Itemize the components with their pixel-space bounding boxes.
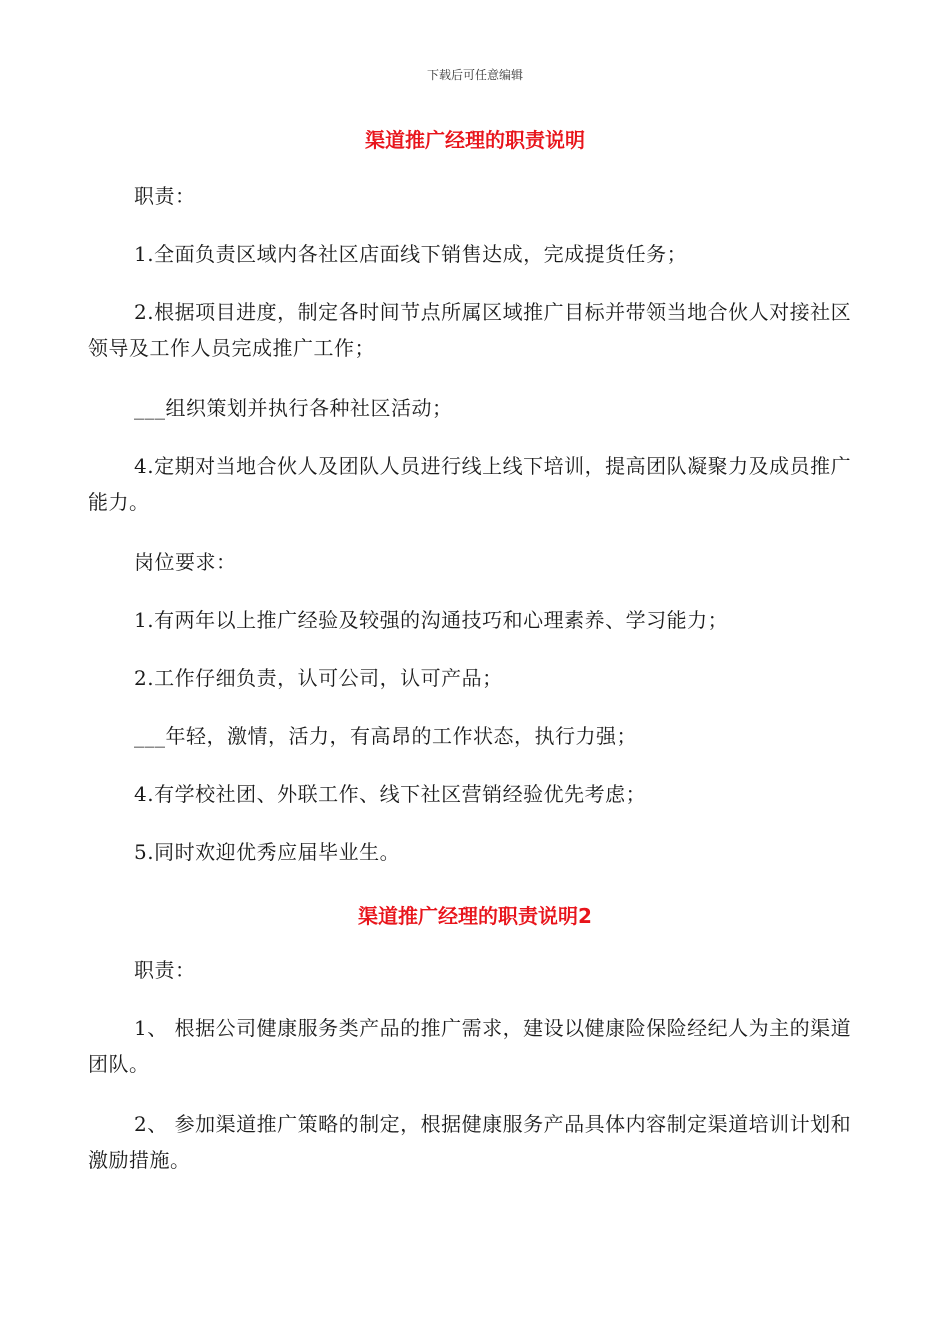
section2-title: 渠道推广经理的职责说明2	[358, 904, 592, 928]
section1-requirements-label: 岗位要求：	[134, 550, 237, 574]
section1-duty-3: ___组织策划并执行各种社区活动；	[134, 396, 453, 420]
section2-duties-label: 职责：	[134, 958, 196, 982]
section1-duty-2: 2.根据项目进度，制定各时间节点所属区域推广目标并带领当地合伙人对接社区领导及工作人员完成推广工作；	[88, 300, 852, 360]
section1-title: 渠道推广经理的职责说明	[365, 128, 585, 152]
section1-requirement-1: 1.有两年以上推广经验及较强的沟通技巧和心理素养、学习能力；	[134, 608, 729, 632]
section2-duty-2: 2、 参加渠道推广策略的制定，根据健康服务产品具体内容制定渠道培训计划和激励措施。	[88, 1112, 852, 1172]
section1-duties-label: 职责：	[134, 184, 196, 208]
section1-duty-4: 4.定期对当地合伙人及团队人员进行线上线下培训，提高团队凝聚力及成员推广能力。	[88, 454, 852, 514]
section1-requirement-2: 2.工作仔细负责，认可公司，认可产品；	[134, 666, 503, 690]
section1-requirement-5: 5.同时欢迎优秀应届毕业生。	[134, 840, 401, 864]
section1-requirement-4: 4.有学校社团、外联工作、线下社区营销经验优先考虑；	[134, 782, 647, 806]
section1-requirement-3: ___年轻，激情，活力，有高昂的工作状态，执行力强；	[134, 724, 637, 748]
section2-duty-1: 1、 根据公司健康服务类产品的推广需求，建设以健康险保险经纪人为主的渠道团队。	[88, 1016, 852, 1076]
section1-duty-1: 1.全面负责区域内各社区店面线下销售达成，完成提货任务；	[134, 242, 688, 266]
header-note: 下载后可任意编辑	[426, 68, 523, 82]
